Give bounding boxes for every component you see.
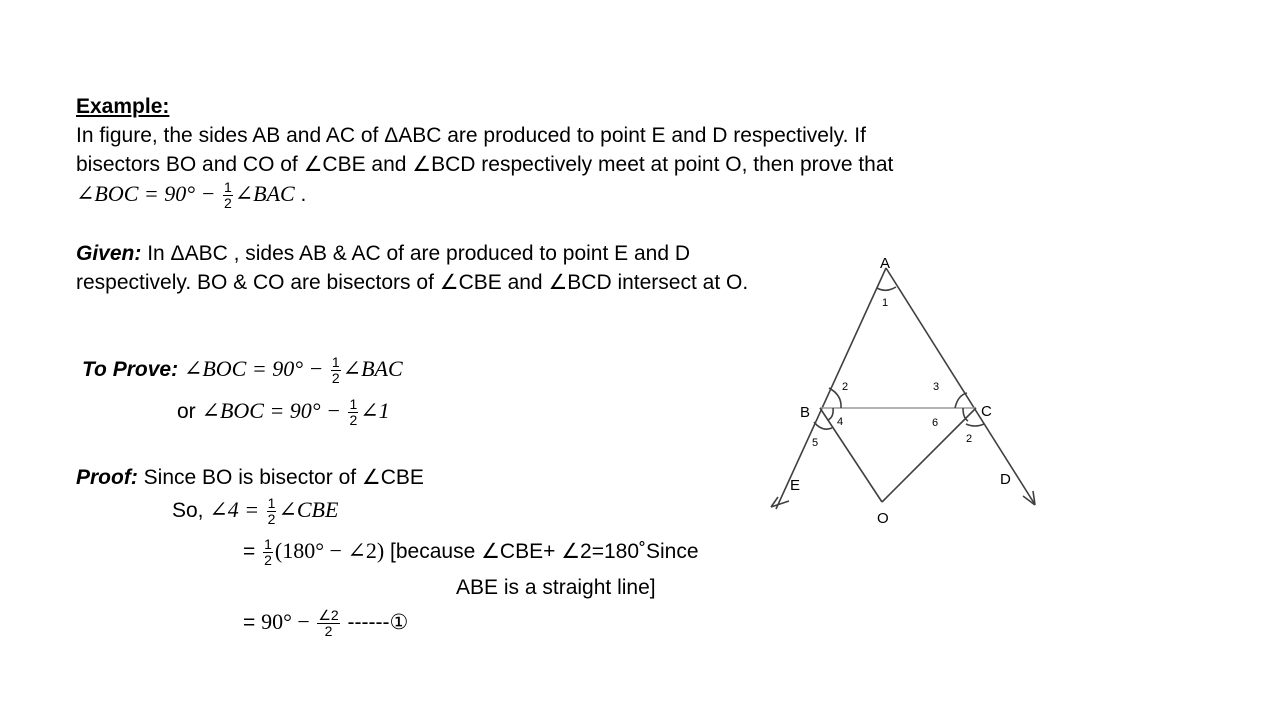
label-e: E xyxy=(790,477,801,494)
given-line-2: respectively. BO & CO are bisectors of ∠CBE and ∠BCD intersect at O. xyxy=(76,271,749,294)
label-a: A xyxy=(880,255,891,272)
line-c-o xyxy=(882,408,976,502)
to-prove-rhs: ∠BAC xyxy=(342,356,403,382)
example-line-2: bisectors BO and CO of ∠CBE and ∠BCD respectively meet at point O, then prove that xyxy=(76,153,894,176)
step3-dashes: ------ xyxy=(341,611,390,635)
example-line-1: In figure, the sides AB and AC of ΔABC are produced to point E and D respectively. If xyxy=(76,124,866,147)
example-heading: Example: xyxy=(76,95,170,118)
given-label: Given: xyxy=(76,242,142,265)
step2-fraction: $\frac{1}{2}$ xyxy=(264,536,272,568)
arc-angle-2 xyxy=(829,388,841,408)
to-prove-fraction: $\frac{1}{2}$ xyxy=(331,354,340,386)
proof-step-3 xyxy=(243,608,408,639)
line-b-o xyxy=(820,408,882,502)
or-word: or xyxy=(177,400,202,424)
proof-step-2 xyxy=(243,537,699,568)
step3-fraction: $\frac{\angle 2}{2}$ xyxy=(318,607,339,639)
arc-angle-2c xyxy=(966,424,984,426)
example-statement xyxy=(76,180,306,211)
given-line-1 xyxy=(76,240,690,268)
arrow-d xyxy=(1023,491,1035,505)
angle-label-4: 4 xyxy=(837,416,844,428)
angle-label-2c: 2 xyxy=(966,433,973,445)
to-prove-alt-fraction: $\frac{1}{2}$ xyxy=(349,396,358,428)
statement-lhs: ∠BOC = 90° − xyxy=(76,181,221,207)
step2-eq: = xyxy=(243,540,262,564)
angle-label-6: 6 xyxy=(932,417,939,429)
arc-angle-6 xyxy=(963,408,968,421)
to-prove-lhs: ∠BOC = 90° − xyxy=(183,356,329,382)
to-prove-alt-rhs: ∠1 xyxy=(360,398,390,424)
label-b: B xyxy=(800,404,811,421)
so-word: So, xyxy=(172,499,210,523)
step1-fraction: $\frac{1}{2}$ xyxy=(267,495,276,527)
arc-angle-4 xyxy=(828,408,833,420)
angle-label-1: 1 xyxy=(882,297,889,309)
proof-label: Proof: xyxy=(76,466,138,489)
arc-angle-1 xyxy=(877,287,896,290)
proof-text: Since BO is bisector of ∠CBE xyxy=(137,466,424,489)
equation-marker-1: ① xyxy=(389,610,409,635)
proof-step-2-reason-cont: ABE is a straight line] xyxy=(456,576,656,599)
angle-label-3: 3 xyxy=(933,381,940,393)
label-c: C xyxy=(981,403,992,420)
to-prove-label: To Prove: xyxy=(82,358,179,382)
proof-step-1 xyxy=(172,496,338,527)
step1-rhs: ∠CBE xyxy=(278,497,339,523)
label-d: D xyxy=(1000,471,1011,488)
angle-label-5: 5 xyxy=(812,437,819,449)
line-a-d xyxy=(886,268,1034,503)
proof-line-1 xyxy=(76,464,424,492)
step2-expr: (180° − ∠2) xyxy=(274,538,385,564)
to-prove-line xyxy=(82,355,403,386)
step2-reason: [because ∠CBE+ ∠2=180˚Since xyxy=(384,540,699,564)
given-text: In ΔABC , sides AB & AC of are produced to point E and D xyxy=(141,242,691,265)
statement-end: . xyxy=(294,183,307,207)
to-prove-alt-lhs: ∠BOC = 90° − xyxy=(201,398,347,424)
triangle-figure xyxy=(760,245,1050,535)
angle-label-2: 2 xyxy=(842,381,849,393)
statement-rhs: ∠BAC xyxy=(234,181,295,207)
to-prove-alt-line xyxy=(177,397,390,428)
step1-lhs: ∠4 = xyxy=(209,497,265,523)
step3-eq: = xyxy=(243,611,262,635)
step3-expr: 90° − xyxy=(261,609,316,635)
label-o: O xyxy=(877,510,889,527)
statement-fraction: $\frac{1}{2}$ xyxy=(223,179,232,211)
